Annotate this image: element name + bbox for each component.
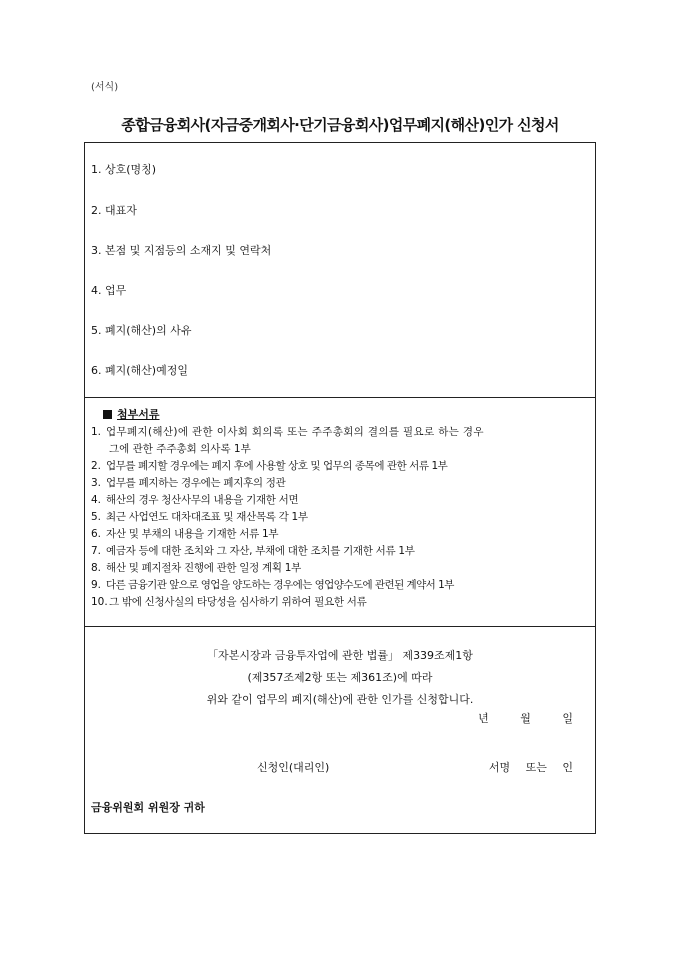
attachment-item — [91, 509, 589, 526]
seal-label: 인 — [562, 761, 573, 774]
applicant-info-section — [85, 143, 595, 397]
square-bullet-icon — [103, 410, 112, 419]
attachment-number: 8. — [91, 562, 102, 574]
date-month-label: 월 — [520, 712, 531, 725]
attachment-number: 2. — [91, 460, 102, 472]
attachment-text: 예금자 등에 대한 조치와 그 자산, 부채에 대한 조치를 기재한 서류 1부 — [106, 545, 415, 557]
field-office-locations: 3. 본점 및 지점등의 소재지 및 연락처 — [91, 244, 272, 257]
attachment-text: 해산 및 폐지절차 진행에 관한 일정 계획 1부 — [106, 562, 301, 574]
attachments-list — [91, 424, 589, 611]
field-closure-reason: 5. 폐지(해산)의 사유 — [91, 324, 192, 337]
attachment-text: 그 밖에 신청사실의 타당성을 심사하기 위하여 필요한 서류 — [109, 596, 367, 608]
signature-or-label: 또는 — [525, 761, 547, 774]
attachment-text: 해산의 경우 청산사무의 내용을 기재한 서면 — [106, 494, 299, 506]
field-planned-closure-date: 6. 폐지(해산)예정일 — [91, 364, 188, 377]
attachment-number: 6. — [91, 528, 102, 540]
attachments-heading-label: 첨부서류 — [117, 408, 160, 421]
attachment-item — [91, 458, 589, 475]
attachment-number: 10. — [91, 596, 108, 608]
legal-basis-line-2: (제357조제2항 또는 제361조)에 따라 — [247, 671, 433, 684]
attachment-number: 4. — [91, 494, 102, 506]
attachment-item — [91, 424, 589, 441]
attachment-number: 9. — [91, 579, 102, 591]
date-year-label: 년 — [478, 712, 489, 725]
application-form — [84, 142, 596, 834]
legal-basis-line-1: 「자본시장과 금융투자업에 관한 법률」 제339조제1항 — [207, 649, 473, 662]
attachment-text: 업무를 폐지할 경우에는 폐지 후에 사용할 상호 및 업무의 종목에 관한 서류 1부 — [106, 460, 448, 472]
attachment-item — [91, 492, 589, 509]
declaration-section — [85, 626, 595, 834]
attachment-item — [91, 526, 589, 543]
attachment-item — [91, 577, 589, 594]
attachment-number: 7. — [91, 545, 102, 557]
application-date — [450, 710, 573, 726]
attachment-number: 3. — [91, 477, 102, 489]
form-label: (서식) — [91, 82, 119, 93]
attachment-continuation: 그에 관한 주주총회 의사록 1부 — [109, 443, 251, 455]
attachment-text: 자산 및 부채의 내용을 기재한 서류 1부 — [106, 528, 279, 540]
attachment-item — [91, 475, 589, 492]
attachment-number: 1. — [91, 426, 102, 438]
attachment-item — [91, 594, 589, 611]
request-statement: 위와 같이 업무의 폐지(해산)에 관한 인가를 신청합니다. — [206, 693, 474, 706]
applicant-label: 신청인(대리인) — [257, 761, 330, 774]
addressee: 금융위원회 위원장 귀하 — [91, 801, 205, 814]
attachment-item — [91, 543, 589, 560]
signature-label: 서명 — [488, 761, 511, 774]
attachment-text: 업무를 폐지하는 경우에는 폐지후의 정관 — [106, 477, 286, 489]
attachment-text: 최근 사업연도 대차대조표 및 재산목록 각 1부 — [106, 511, 308, 523]
attachment-text: 업무폐지(해산)에 관한 이사회 회의록 또는 주주총회의 결의를 필요로 하는 경우 — [106, 426, 484, 438]
attachment-item — [91, 560, 589, 577]
document-title: 종합금융회사(자금중개회사·단기금융회사)업무폐지(해산)인가 신청서 — [121, 116, 559, 134]
attachments-section — [85, 397, 595, 627]
field-company-name: 1. 상호(명칭) — [91, 163, 157, 176]
attachment-number: 5. — [91, 511, 102, 523]
field-business: 4. 업무 — [91, 284, 127, 297]
attachment-text: 다른 금융기관 앞으로 영업을 양도하는 경우에는 영업양수도에 관련된 계약서 1부 — [106, 579, 454, 591]
attachments-heading — [103, 406, 160, 422]
signature-area — [477, 759, 573, 775]
date-day-label: 일 — [562, 712, 573, 725]
field-representative: 2. 대표자 — [91, 204, 137, 217]
